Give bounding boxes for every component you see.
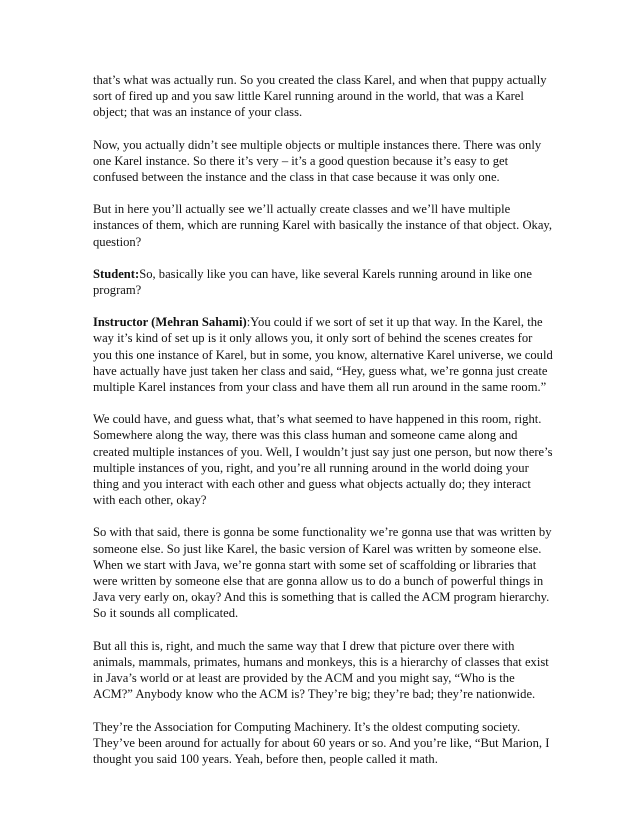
paragraph-3 — [93, 201, 553, 250]
paragraph-text: So, basically like you can have, like several Karels running around in like one program? — [93, 266, 532, 298]
paragraph-text: :You could if we sort of set it up that way. In the Karel, the way it’s kind of set up is it only allows you, it only sort of behind the scenes creates for you this one instance of Karel, but in some, you know, alternative Karel universe, we could have actually have just taken her class and said, “Hey, guess what, we’re gonna just create multiple Karel instances from your class and have them all run around in the same room.” — [93, 315, 553, 395]
paragraph-6 — [93, 411, 553, 508]
paragraph-text: Now, you actually didn’t see multiple objects or multiple instances there. There was only one Karel instance. So there it’s very – it’s a good question because it’s easy to get confused between the instance and the class in that case because it was only one. — [93, 137, 542, 185]
paragraph-text: They’re the Association for Computing Machinery. It’s the oldest computing society. They’ve been around for actually for about 60 years or so. And you’re like, “But Marion, I thought you said 100 years. Yeah, before then, people called it math. — [93, 719, 550, 766]
paragraph-5 — [93, 314, 553, 395]
paragraph-text: But all this is, right, and much the same way that I drew that picture over there with animals, mammals, primates, humans and monkeys, this is a hierarchy of classes that exist in Java’s world or at least are provided by the ACM and you might say, “Who is the ACM?” Anybody know who the ACM is? They’re big; they’re bad; they’re nationwide. — [93, 638, 549, 702]
paragraph-8 — [93, 638, 553, 703]
paragraph-1 — [93, 72, 553, 121]
speaker-label-instructor: Instructor (Mehran Sahami) — [93, 315, 247, 330]
paragraph-text: But in here you’ll actually see we’ll actually create classes and we’ll have multiple instances of them, which are running Karel with basically the instance of that object. Okay, question? — [93, 202, 553, 249]
paragraph-2 — [93, 137, 553, 186]
paragraph-9 — [93, 719, 553, 768]
paragraph-4 — [93, 266, 553, 298]
speaker-label-student: Student: — [93, 266, 140, 281]
transcript-page — [93, 72, 553, 783]
paragraph-text: We could have, and guess what, that’s what seemed to have happened in this room, right. Somewhere along the way, there was this class human and someone came along and created multiple instances of you. Well, I wouldn’t just say just one person, but now there’s multiple instances of you, right, and you’re all running around in the world doing your thing and you interact with each other and guess what objects actually do; they interact with each other, okay? — [93, 412, 553, 508]
paragraph-text: that’s what was actually run. So you created the class Karel, and when that puppy actually sort of fired up and you saw little Karel running around in the world, that was a Karel object; that was an instance of your class. — [93, 73, 547, 120]
paragraph-text: So with that said, there is gonna be some functionality we’re gonna use that was written by someone else. So just like Karel, the basic version of Karel was written by someone else. When we start with Java, we’re gonna start with some set of scaffolding or libraries that were written by someone else that are gonna allow us to do a bunch of powerful things in Java very early on, okay? And this is something that is called the ACM program hierarchy. So it sounds all complicated. — [93, 525, 552, 621]
paragraph-7 — [93, 524, 553, 621]
